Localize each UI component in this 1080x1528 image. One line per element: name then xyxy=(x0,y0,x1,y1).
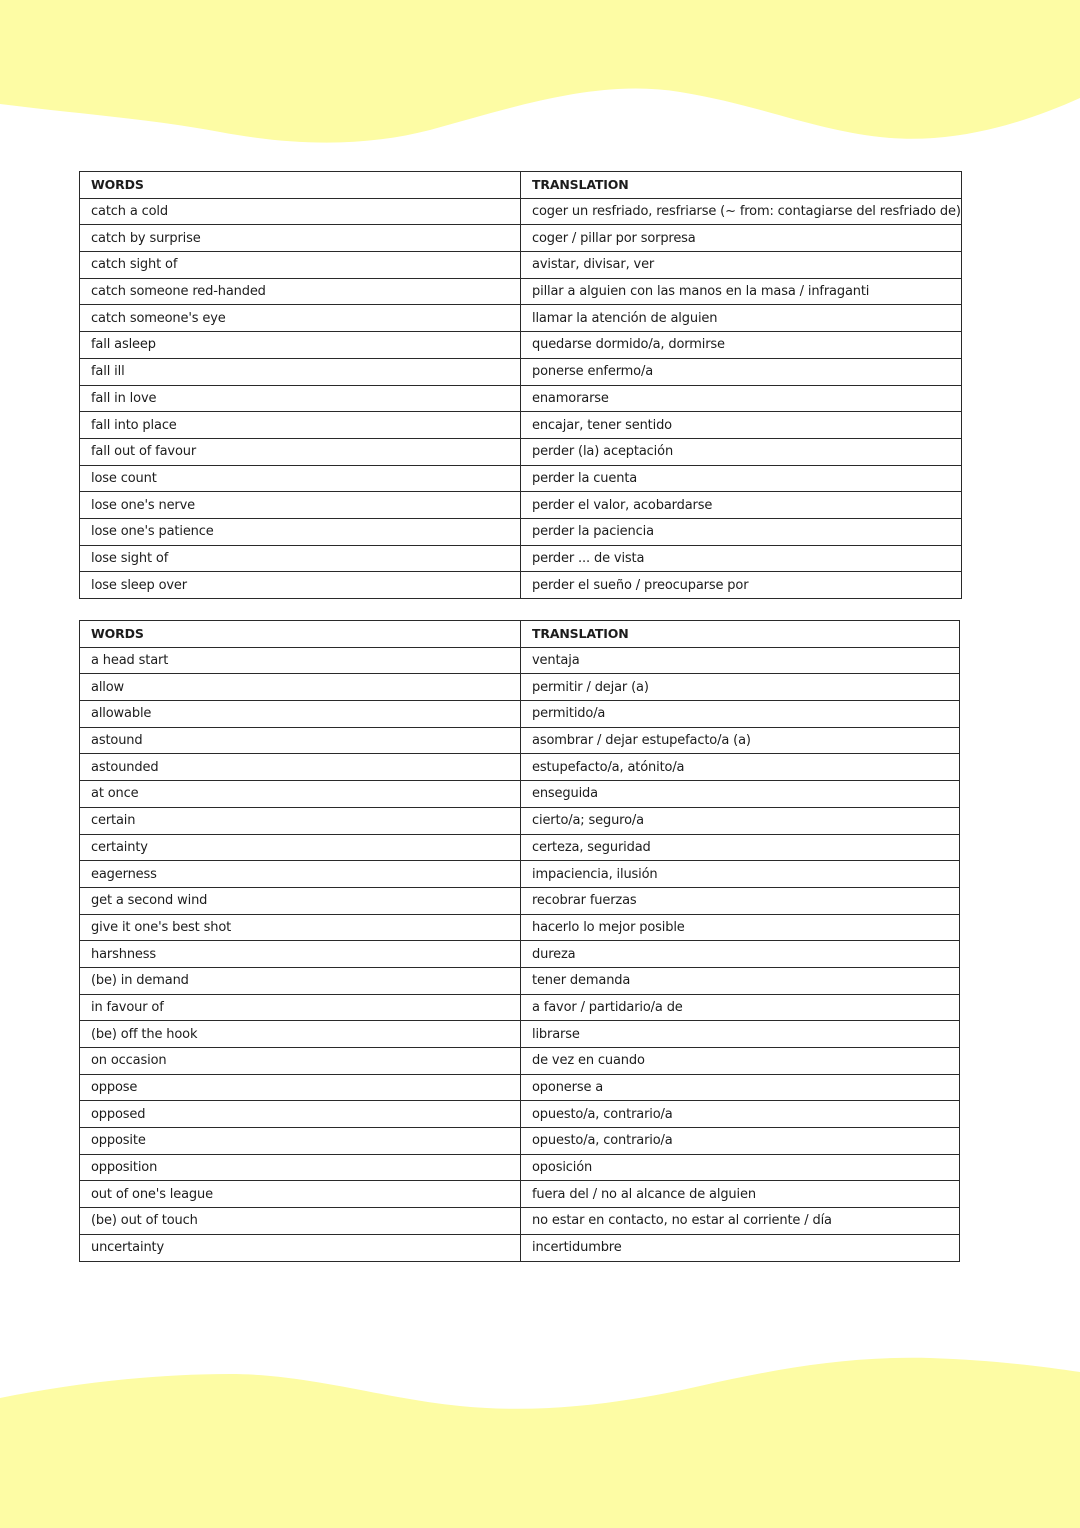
table-row xyxy=(80,1234,960,1261)
word-cell: eagerness xyxy=(80,861,521,888)
translation-cell: perder (la) aceptación xyxy=(521,438,962,465)
word-cell: lose one's nerve xyxy=(80,492,521,519)
translation-cell: librarse xyxy=(521,1021,960,1048)
table-row xyxy=(80,941,960,968)
translation-cell: quedarse dormido/a, dormirse xyxy=(521,332,962,359)
word-cell: give it one's best shot xyxy=(80,914,521,941)
table-row xyxy=(80,967,960,994)
table-row xyxy=(80,492,962,519)
vocab-table-1 xyxy=(79,171,962,599)
word-cell: (be) out of touch xyxy=(80,1208,521,1235)
table-row xyxy=(80,438,962,465)
table-row xyxy=(80,572,962,599)
word-cell: at once xyxy=(80,781,521,808)
translation-header: TRANSLATION xyxy=(521,621,960,648)
translation-cell: de vez en cuando xyxy=(521,1048,960,1075)
table-row xyxy=(80,545,962,572)
table-row xyxy=(80,754,960,781)
word-cell: (be) in demand xyxy=(80,967,521,994)
translation-cell: cierto/a; seguro/a xyxy=(521,807,960,834)
word-cell: fall ill xyxy=(80,358,521,385)
table-header-row xyxy=(80,172,962,199)
word-cell: catch someone's eye xyxy=(80,305,521,332)
table-row xyxy=(80,358,962,385)
vocab-table-2 xyxy=(79,620,960,1262)
word-cell: uncertainty xyxy=(80,1234,521,1261)
table-row xyxy=(80,1181,960,1208)
word-cell: a head start xyxy=(80,647,521,674)
translation-cell: pillar a alguien con las manos en la masa / infraganti xyxy=(521,278,962,305)
table-row xyxy=(80,1208,960,1235)
table-row xyxy=(80,914,960,941)
word-cell: in favour of xyxy=(80,994,521,1021)
translation-cell: estupefacto/a, atónito/a xyxy=(521,754,960,781)
word-cell: catch a cold xyxy=(80,198,521,225)
translation-cell: enamorarse xyxy=(521,385,962,412)
word-cell: allow xyxy=(80,674,521,701)
translation-cell: a favor / partidario/a de xyxy=(521,994,960,1021)
translation-cell: encajar, tener sentido xyxy=(521,412,962,439)
translation-cell: hacerlo lo mejor posible xyxy=(521,914,960,941)
word-cell: fall out of favour xyxy=(80,438,521,465)
table-row xyxy=(80,834,960,861)
translation-header: TRANSLATION xyxy=(521,172,962,199)
word-cell: certain xyxy=(80,807,521,834)
word-cell: astounded xyxy=(80,754,521,781)
word-cell: lose sight of xyxy=(80,545,521,572)
word-cell: catch by surprise xyxy=(80,225,521,252)
translation-cell: llamar la atención de alguien xyxy=(521,305,962,332)
word-cell: catch someone red-handed xyxy=(80,278,521,305)
table-row xyxy=(80,465,962,492)
word-cell: opposed xyxy=(80,1101,521,1128)
word-cell: on occasion xyxy=(80,1048,521,1075)
word-cell: (be) off the hook xyxy=(80,1021,521,1048)
word-cell: fall asleep xyxy=(80,332,521,359)
table-row xyxy=(80,518,962,545)
word-cell: astound xyxy=(80,727,521,754)
word-cell: catch sight of xyxy=(80,252,521,279)
table-row xyxy=(80,1074,960,1101)
translation-cell: opuesto/a, contrario/a xyxy=(521,1128,960,1155)
table-row xyxy=(80,385,962,412)
translation-cell: perder ... de vista xyxy=(521,545,962,572)
word-cell: fall into place xyxy=(80,412,521,439)
table-row xyxy=(80,887,960,914)
table-row xyxy=(80,861,960,888)
translation-cell: tener demanda xyxy=(521,967,960,994)
table-row xyxy=(80,994,960,1021)
translation-cell: enseguida xyxy=(521,781,960,808)
table-row xyxy=(80,278,962,305)
translation-cell: recobrar fuerzas xyxy=(521,887,960,914)
table-row xyxy=(80,412,962,439)
table-row xyxy=(80,1048,960,1075)
table-row xyxy=(80,781,960,808)
table-header-row xyxy=(80,621,960,648)
translation-cell: coger un resfriado, resfriarse (~ from: contagiarse del resfriado de) xyxy=(521,198,962,225)
decorative-wave-top xyxy=(0,0,1080,160)
table-row xyxy=(80,674,960,701)
words-header: WORDS xyxy=(80,172,521,199)
translation-cell: impaciencia, ilusión xyxy=(521,861,960,888)
translation-cell: ponerse enfermo/a xyxy=(521,358,962,385)
table-row xyxy=(80,701,960,728)
word-cell: oppose xyxy=(80,1074,521,1101)
translation-cell: incertidumbre xyxy=(521,1234,960,1261)
word-cell: opposite xyxy=(80,1128,521,1155)
word-cell: opposition xyxy=(80,1154,521,1181)
table-row xyxy=(80,1021,960,1048)
translation-cell: avistar, divisar, ver xyxy=(521,252,962,279)
translation-cell: asombrar / dejar estupefacto/a (a) xyxy=(521,727,960,754)
table-row xyxy=(80,198,962,225)
table-row xyxy=(80,727,960,754)
translation-cell: fuera del / no al alcance de alguien xyxy=(521,1181,960,1208)
translation-cell: dureza xyxy=(521,941,960,968)
translation-cell: perder el valor, acobardarse xyxy=(521,492,962,519)
words-header: WORDS xyxy=(80,621,521,648)
table-row xyxy=(80,1154,960,1181)
word-cell: out of one's league xyxy=(80,1181,521,1208)
table-row xyxy=(80,807,960,834)
table-row xyxy=(80,1128,960,1155)
word-cell: allowable xyxy=(80,701,521,728)
translation-cell: opuesto/a, contrario/a xyxy=(521,1101,960,1128)
word-cell: get a second wind xyxy=(80,887,521,914)
translation-cell: permitir / dejar (a) xyxy=(521,674,960,701)
word-cell: fall in love xyxy=(80,385,521,412)
translation-cell: certeza, seguridad xyxy=(521,834,960,861)
translation-cell: perder el sueño / preocuparse por xyxy=(521,572,962,599)
word-cell: harshness xyxy=(80,941,521,968)
table-row xyxy=(80,305,962,332)
word-cell: lose sleep over xyxy=(80,572,521,599)
translation-cell: oposición xyxy=(521,1154,960,1181)
translation-cell: oponerse a xyxy=(521,1074,960,1101)
translation-cell: no estar en contacto, no estar al corriente / día xyxy=(521,1208,960,1235)
table-row xyxy=(80,225,962,252)
translation-cell: permitido/a xyxy=(521,701,960,728)
table-row xyxy=(80,1101,960,1128)
word-cell: lose one's patience xyxy=(80,518,521,545)
translation-cell: coger / pillar por sorpresa xyxy=(521,225,962,252)
translation-cell: ventaja xyxy=(521,647,960,674)
table-row xyxy=(80,252,962,279)
table-row xyxy=(80,332,962,359)
word-cell: lose count xyxy=(80,465,521,492)
decorative-wave-bottom xyxy=(0,1340,1080,1528)
translation-cell: perder la cuenta xyxy=(521,465,962,492)
word-cell: certainty xyxy=(80,834,521,861)
translation-cell: perder la paciencia xyxy=(521,518,962,545)
table-row xyxy=(80,647,960,674)
